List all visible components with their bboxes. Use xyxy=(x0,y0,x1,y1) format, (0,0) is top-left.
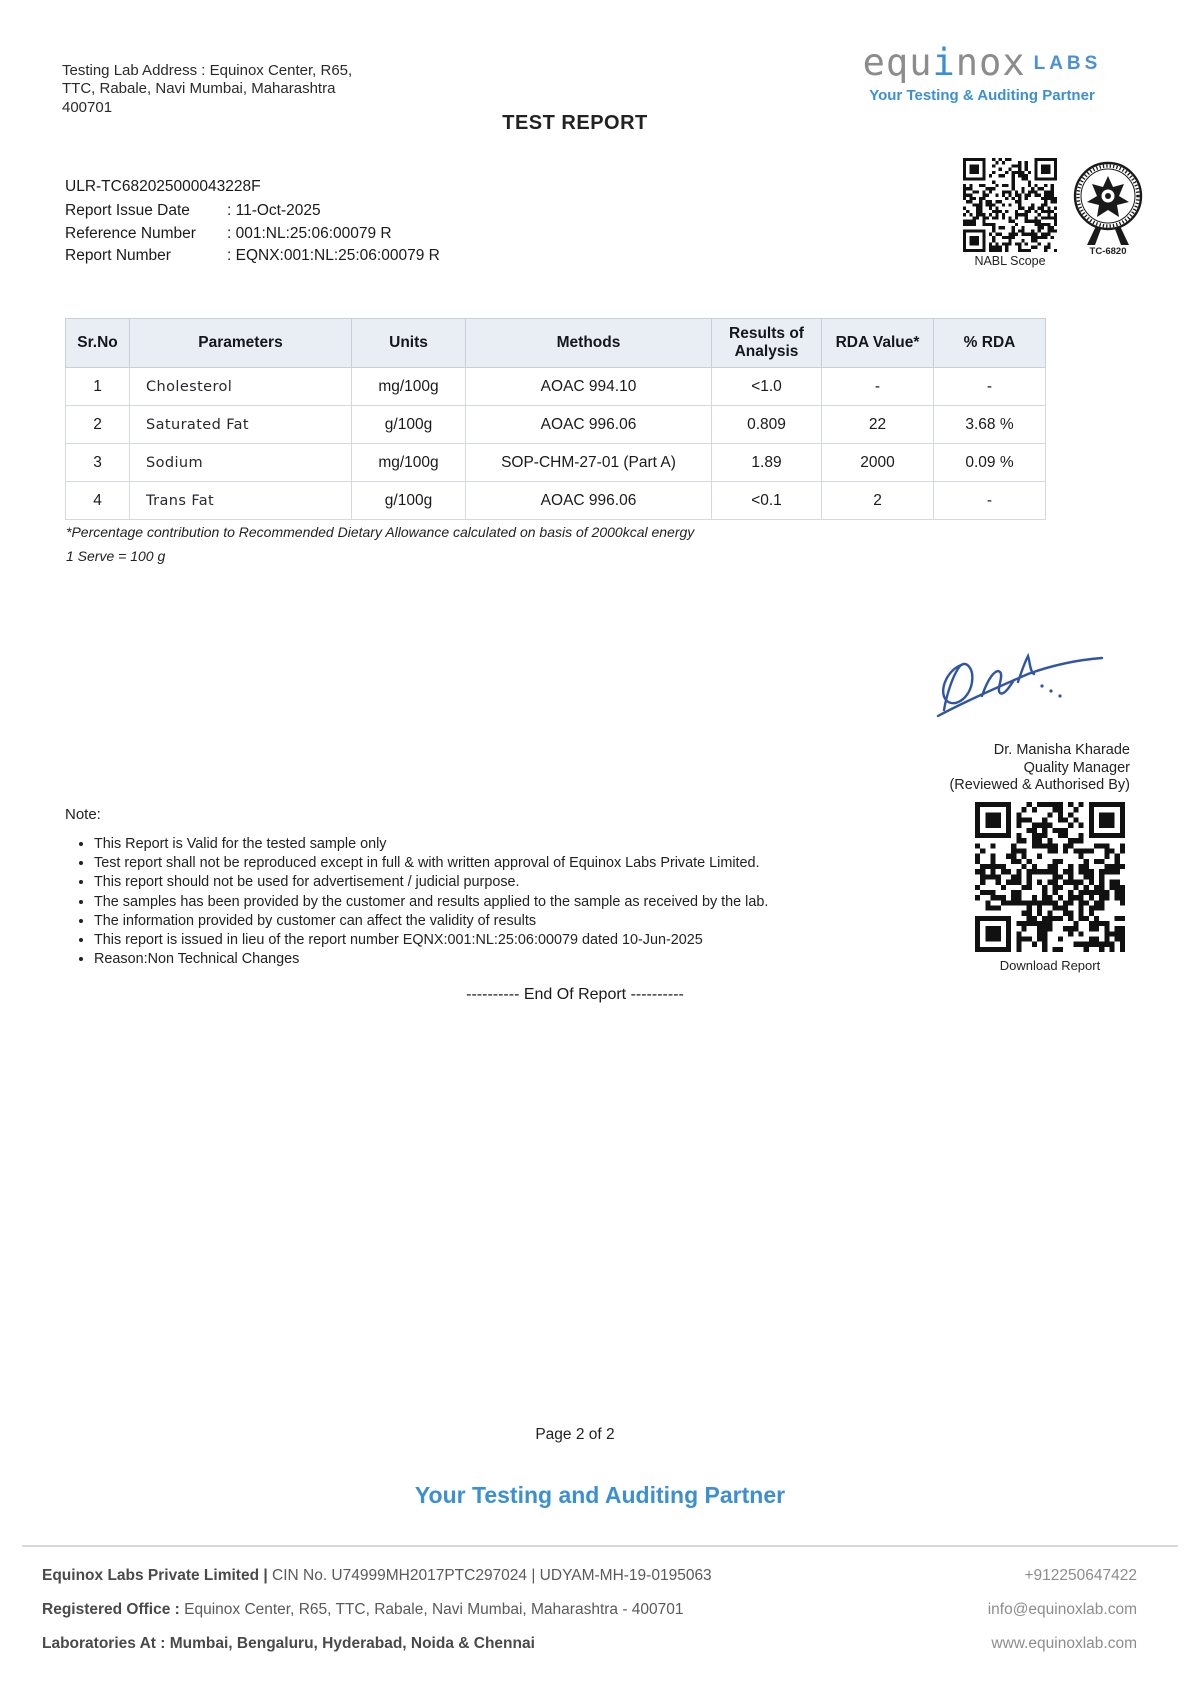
meta-label: Report Issue Date xyxy=(65,202,190,220)
footer-laboratories xyxy=(42,1634,535,1653)
table-cell: 2 xyxy=(66,406,130,444)
table-cell: AOAC 996.06 xyxy=(466,406,712,444)
nabl-scope-qr-code xyxy=(963,158,1057,252)
meta-row xyxy=(65,223,440,245)
lab-address-line: Testing Lab Address : Equinox Center, R65, xyxy=(62,62,353,79)
logo-tagline: Your Testing & Auditing Partner xyxy=(869,87,1095,104)
note-item: • Test report shall not be reproduced except in full & with written approval of Equinox Labs Private Limited. xyxy=(94,855,794,872)
notes-heading: Note: xyxy=(65,806,101,823)
end-of-report-marker: ---------- End Of Report ---------- xyxy=(466,986,684,1003)
table-cell: AOAC 994.10 xyxy=(466,368,712,406)
column-header: Methods xyxy=(466,319,712,368)
table-cell: - xyxy=(934,482,1046,520)
signatory-role: Quality Manager xyxy=(1023,759,1130,776)
table-cell: 2 xyxy=(822,482,934,520)
table-cell: AOAC 996.06 xyxy=(466,482,712,520)
column-header: Units xyxy=(352,319,466,368)
signatory-note: (Reviewed & Authorised By) xyxy=(949,777,1130,794)
table-cell: 3 xyxy=(66,444,130,482)
table-cell: 1 xyxy=(66,368,130,406)
table-cell: - xyxy=(934,368,1046,406)
results-table xyxy=(65,318,1046,520)
note-item: • The information provided by customer can affect the validity of results xyxy=(94,913,794,930)
footer-row xyxy=(42,1600,1137,1619)
table-row xyxy=(66,368,1046,406)
column-header: Parameters xyxy=(130,319,352,368)
rda-footnote: *Percentage contribution to Recommended Dietary Allowance calculated on basis of 2000kcal energy xyxy=(66,524,695,540)
meta-row xyxy=(65,200,440,222)
footer-divider xyxy=(22,1545,1178,1547)
notes-list xyxy=(72,836,794,970)
table-cell: g/100g xyxy=(352,406,466,444)
table-cell: - xyxy=(822,368,934,406)
table-cell: Trans Fat xyxy=(130,482,352,520)
footer-email: info@equinoxlab.com xyxy=(987,1600,1137,1618)
meta-row xyxy=(65,245,440,267)
footer-company-info xyxy=(42,1566,712,1585)
page-title: TEST REPORT xyxy=(502,112,648,134)
logo-wordmark xyxy=(852,41,1112,84)
footer-bold-text: Registered Office : xyxy=(42,1600,180,1618)
table-cell: <0.1 xyxy=(712,482,822,520)
footer-bold-text: Equinox Labs Private Limited | xyxy=(42,1567,268,1584)
footer-tagline: Your Testing and Auditing Partner xyxy=(414,1482,786,1508)
results-table-head xyxy=(66,319,1046,368)
meta-value: : EQNX:001:NL:25:06:00079 R xyxy=(227,247,440,265)
footer-phone: +912250647422 xyxy=(1024,1567,1137,1584)
logo-text: equ xyxy=(862,41,933,84)
logo-accent-i: i xyxy=(932,41,956,84)
table-cell: g/100g xyxy=(352,482,466,520)
meta-label: Reference Number xyxy=(65,224,196,242)
table-cell: 1.89 xyxy=(712,444,822,482)
lab-address-line: TTC, Rabale, Navi Mumbai, Maharashtra xyxy=(62,80,336,98)
footer-website: www.equinoxlab.com xyxy=(991,1634,1137,1652)
report-meta xyxy=(65,176,440,268)
table-cell: Sodium xyxy=(130,444,352,482)
table-cell: 3.68 % xyxy=(934,406,1046,444)
table-cell: 22 xyxy=(822,406,934,444)
nabl-accreditation-seal-icon xyxy=(1072,160,1144,246)
column-header: % RDA xyxy=(934,319,1046,368)
table-cell: mg/100g xyxy=(352,444,466,482)
equinox-labs-logo xyxy=(852,41,1112,104)
nabl-scope-label: NABL Scope xyxy=(974,254,1046,268)
page-indicator: Page 2 of 2 xyxy=(535,1426,615,1443)
meta-value: : 001:NL:25:06:00079 R xyxy=(227,224,392,242)
signatory-block xyxy=(820,742,1130,795)
lab-address xyxy=(62,62,382,117)
table-row xyxy=(66,406,1046,444)
table-cell: Cholesterol xyxy=(130,368,352,406)
note-item: • The samples has been provided by the customer and results applied to the sample as received by the lab. xyxy=(94,894,794,911)
footer-row xyxy=(42,1634,1137,1653)
results-table-body xyxy=(66,368,1046,520)
serve-size-footnote: 1 Serve = 100 g xyxy=(66,548,166,564)
table-cell: Saturated Fat xyxy=(130,406,352,444)
signatory-name: Dr. Manisha Kharade xyxy=(993,742,1130,758)
logo-text: nox xyxy=(955,41,1026,84)
nabl-seal-certificate-number: TC-6820 xyxy=(1089,246,1127,257)
table-cell: <1.0 xyxy=(712,368,822,406)
table-cell: 2000 xyxy=(822,444,934,482)
lab-address-line: 400701 xyxy=(62,98,113,116)
table-row xyxy=(66,444,1046,482)
download-report-label: Download Report xyxy=(999,958,1101,973)
table-header-row xyxy=(66,319,1046,368)
footer-text: Equinox Center, R65, TTC, Rabale, Navi Mumbai, Maharashtra - 400701 xyxy=(179,1600,684,1618)
table-cell: SOP-CHM-27-01 (Part A) xyxy=(466,444,712,482)
column-header: RDA Value* xyxy=(822,319,934,368)
note-item: • This report should not be used for advertisement / judicial purpose. xyxy=(94,874,794,891)
meta-value: : 11-Oct-2025 xyxy=(227,202,321,220)
meta-label: Report Number xyxy=(65,247,171,265)
column-header: Results of Analysis xyxy=(712,319,822,368)
table-cell: 4 xyxy=(66,482,130,520)
note-item: • This Report is Valid for the tested sample only xyxy=(94,836,794,853)
quality-manager-signature xyxy=(930,640,1115,732)
download-report-qr-code xyxy=(975,802,1125,952)
table-cell: mg/100g xyxy=(352,368,466,406)
ulr-number: ULR-TC682025000043228F xyxy=(65,178,261,195)
table-cell: 0.809 xyxy=(712,406,822,444)
table-row xyxy=(66,482,1046,520)
footer-row xyxy=(42,1566,1137,1585)
footer xyxy=(42,1566,1137,1668)
note-item: • Reason:Non Technical Changes xyxy=(94,951,794,968)
logo-labs-text: LABS xyxy=(1033,53,1102,74)
table-cell: 0.09 % xyxy=(934,444,1046,482)
footer-bold-text: Laboratories At : Mumbai, Bengaluru, Hyderabad, Noida & Chennai xyxy=(42,1634,535,1652)
footer-text: CIN No. U74999MH2017PTC297024 | UDYAM-MH-19-0195063 xyxy=(267,1567,712,1584)
column-header: Sr.No xyxy=(66,319,130,368)
footer-registered-office xyxy=(42,1600,684,1619)
note-item: • This report is issued in lieu of the report number EQNX:001:NL:25:06:00079 dated 10-Jun-2025 xyxy=(94,932,794,949)
